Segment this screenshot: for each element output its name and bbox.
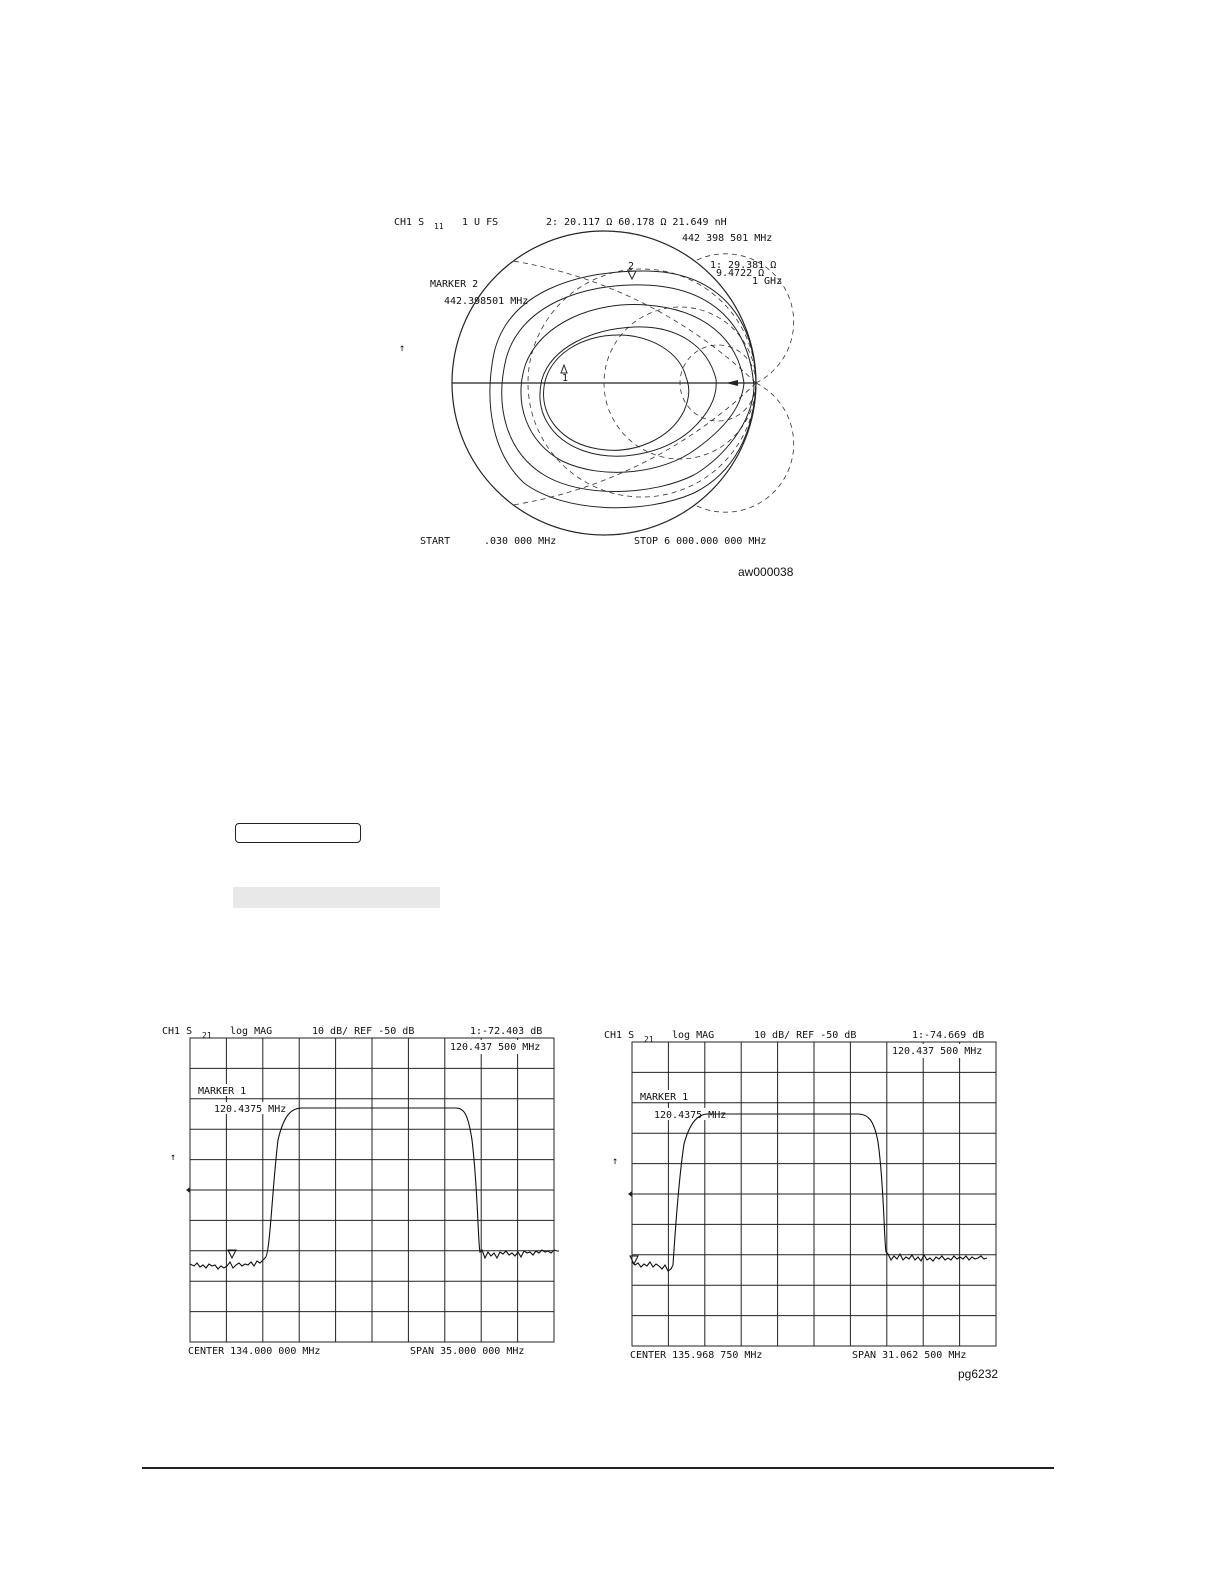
left-center: CENTER 134.000 000 MHz xyxy=(188,1346,321,1357)
smith-figure-id: aw000038 xyxy=(738,565,794,579)
left-marker-readout: 1:-72.403 dB xyxy=(470,1026,543,1037)
left-marker-value: 120.4375 MHz xyxy=(214,1104,287,1115)
filter-left-svg xyxy=(160,1020,560,1360)
smith-marker1-triangle xyxy=(561,365,567,373)
smith-marker2-triangle xyxy=(628,271,636,279)
right-center: CENTER 135.968 750 MHz xyxy=(630,1350,763,1361)
smith-chart-svg xyxy=(380,205,820,585)
right-header-sub: 21 xyxy=(644,1035,654,1044)
filter-figure-id: pg6232 xyxy=(958,1367,999,1381)
right-header-ch: CH1 S xyxy=(604,1030,635,1041)
smith-marker1-freq: 1 GHz xyxy=(752,276,783,287)
filter-right-svg xyxy=(602,1024,1002,1364)
smith-marker1-readout-b: 9.4722 Ω xyxy=(716,268,765,279)
left-marker-freq: 120.437 500 MHz xyxy=(450,1042,541,1053)
smith-marker2-readout: 2: 20.117 Ω 60.178 Ω 21.649 nH xyxy=(546,217,727,228)
left-header-sub: 21 xyxy=(202,1031,212,1040)
left-header-ch: CH1 S xyxy=(162,1026,193,1037)
right-marker-freq: 120.437 500 MHz xyxy=(892,1046,983,1057)
smith-marker-value: 442.398501 MHz xyxy=(444,296,529,307)
smith-header-sub: 11 xyxy=(434,222,444,231)
smith-start-value: .030 000 MHz xyxy=(484,536,557,547)
right-scale: 10 dB/ REF -50 dB xyxy=(754,1030,857,1041)
smith-header-scale: 1 U FS xyxy=(462,217,499,228)
footer-rule xyxy=(142,1467,1054,1469)
filter-plot-right xyxy=(602,1024,1002,1364)
smith-trace-inner xyxy=(544,335,689,450)
left-span: SPAN 35.000 000 MHz xyxy=(410,1346,525,1357)
smith-marker2-tag: 2 xyxy=(628,261,635,272)
smith-stop-label: STOP 6 000.000 000 MHz xyxy=(634,536,767,547)
smith-ref-arrow: ↑ xyxy=(399,343,406,354)
left-ref-arrow: ↑ xyxy=(170,1152,177,1163)
left-marker-label: MARKER 1 xyxy=(198,1086,247,1097)
right-marker-readout: 1:-74.669 dB xyxy=(912,1030,985,1041)
right-marker-value: 120.4375 MHz xyxy=(654,1110,727,1121)
smith-x1-arc xyxy=(604,231,756,383)
right-marker-triangle xyxy=(630,1256,638,1264)
smith-marker-label: MARKER 2 xyxy=(430,279,479,290)
smith-marker2-freq: 442 398 501 MHz xyxy=(682,233,773,244)
left-format: log MAG xyxy=(230,1026,273,1037)
left-filter-trace xyxy=(190,1108,559,1269)
softkey-highlight xyxy=(233,887,440,908)
right-marker-label: MARKER 1 xyxy=(640,1092,689,1103)
smith-start-label: START xyxy=(420,536,451,547)
front-panel-key xyxy=(235,823,361,843)
smith-xm033-arc xyxy=(513,383,756,505)
right-ref-marker xyxy=(628,1191,632,1197)
left-grid xyxy=(190,1038,554,1342)
right-grid xyxy=(632,1042,996,1346)
smith-header-ch: CH1 S xyxy=(394,217,425,228)
left-scale: 10 dB/ REF -50 dB xyxy=(312,1026,415,1037)
left-ref-marker xyxy=(186,1187,190,1193)
smith-stimulus-arrow xyxy=(726,380,738,386)
filter-plot-left xyxy=(160,1020,560,1360)
smith-trace-3 xyxy=(521,305,744,473)
right-filter-trace xyxy=(632,1114,987,1271)
smith-marker1-readout-a: 1: 29.381 Ω xyxy=(710,260,777,271)
smith-marker1-tag: 1 xyxy=(562,373,569,384)
right-ref-arrow: ↑ xyxy=(612,1156,619,1167)
smith-chart-figure xyxy=(380,205,820,585)
right-span: SPAN 31.062 500 MHz xyxy=(852,1350,967,1361)
right-format: log MAG xyxy=(672,1030,715,1041)
